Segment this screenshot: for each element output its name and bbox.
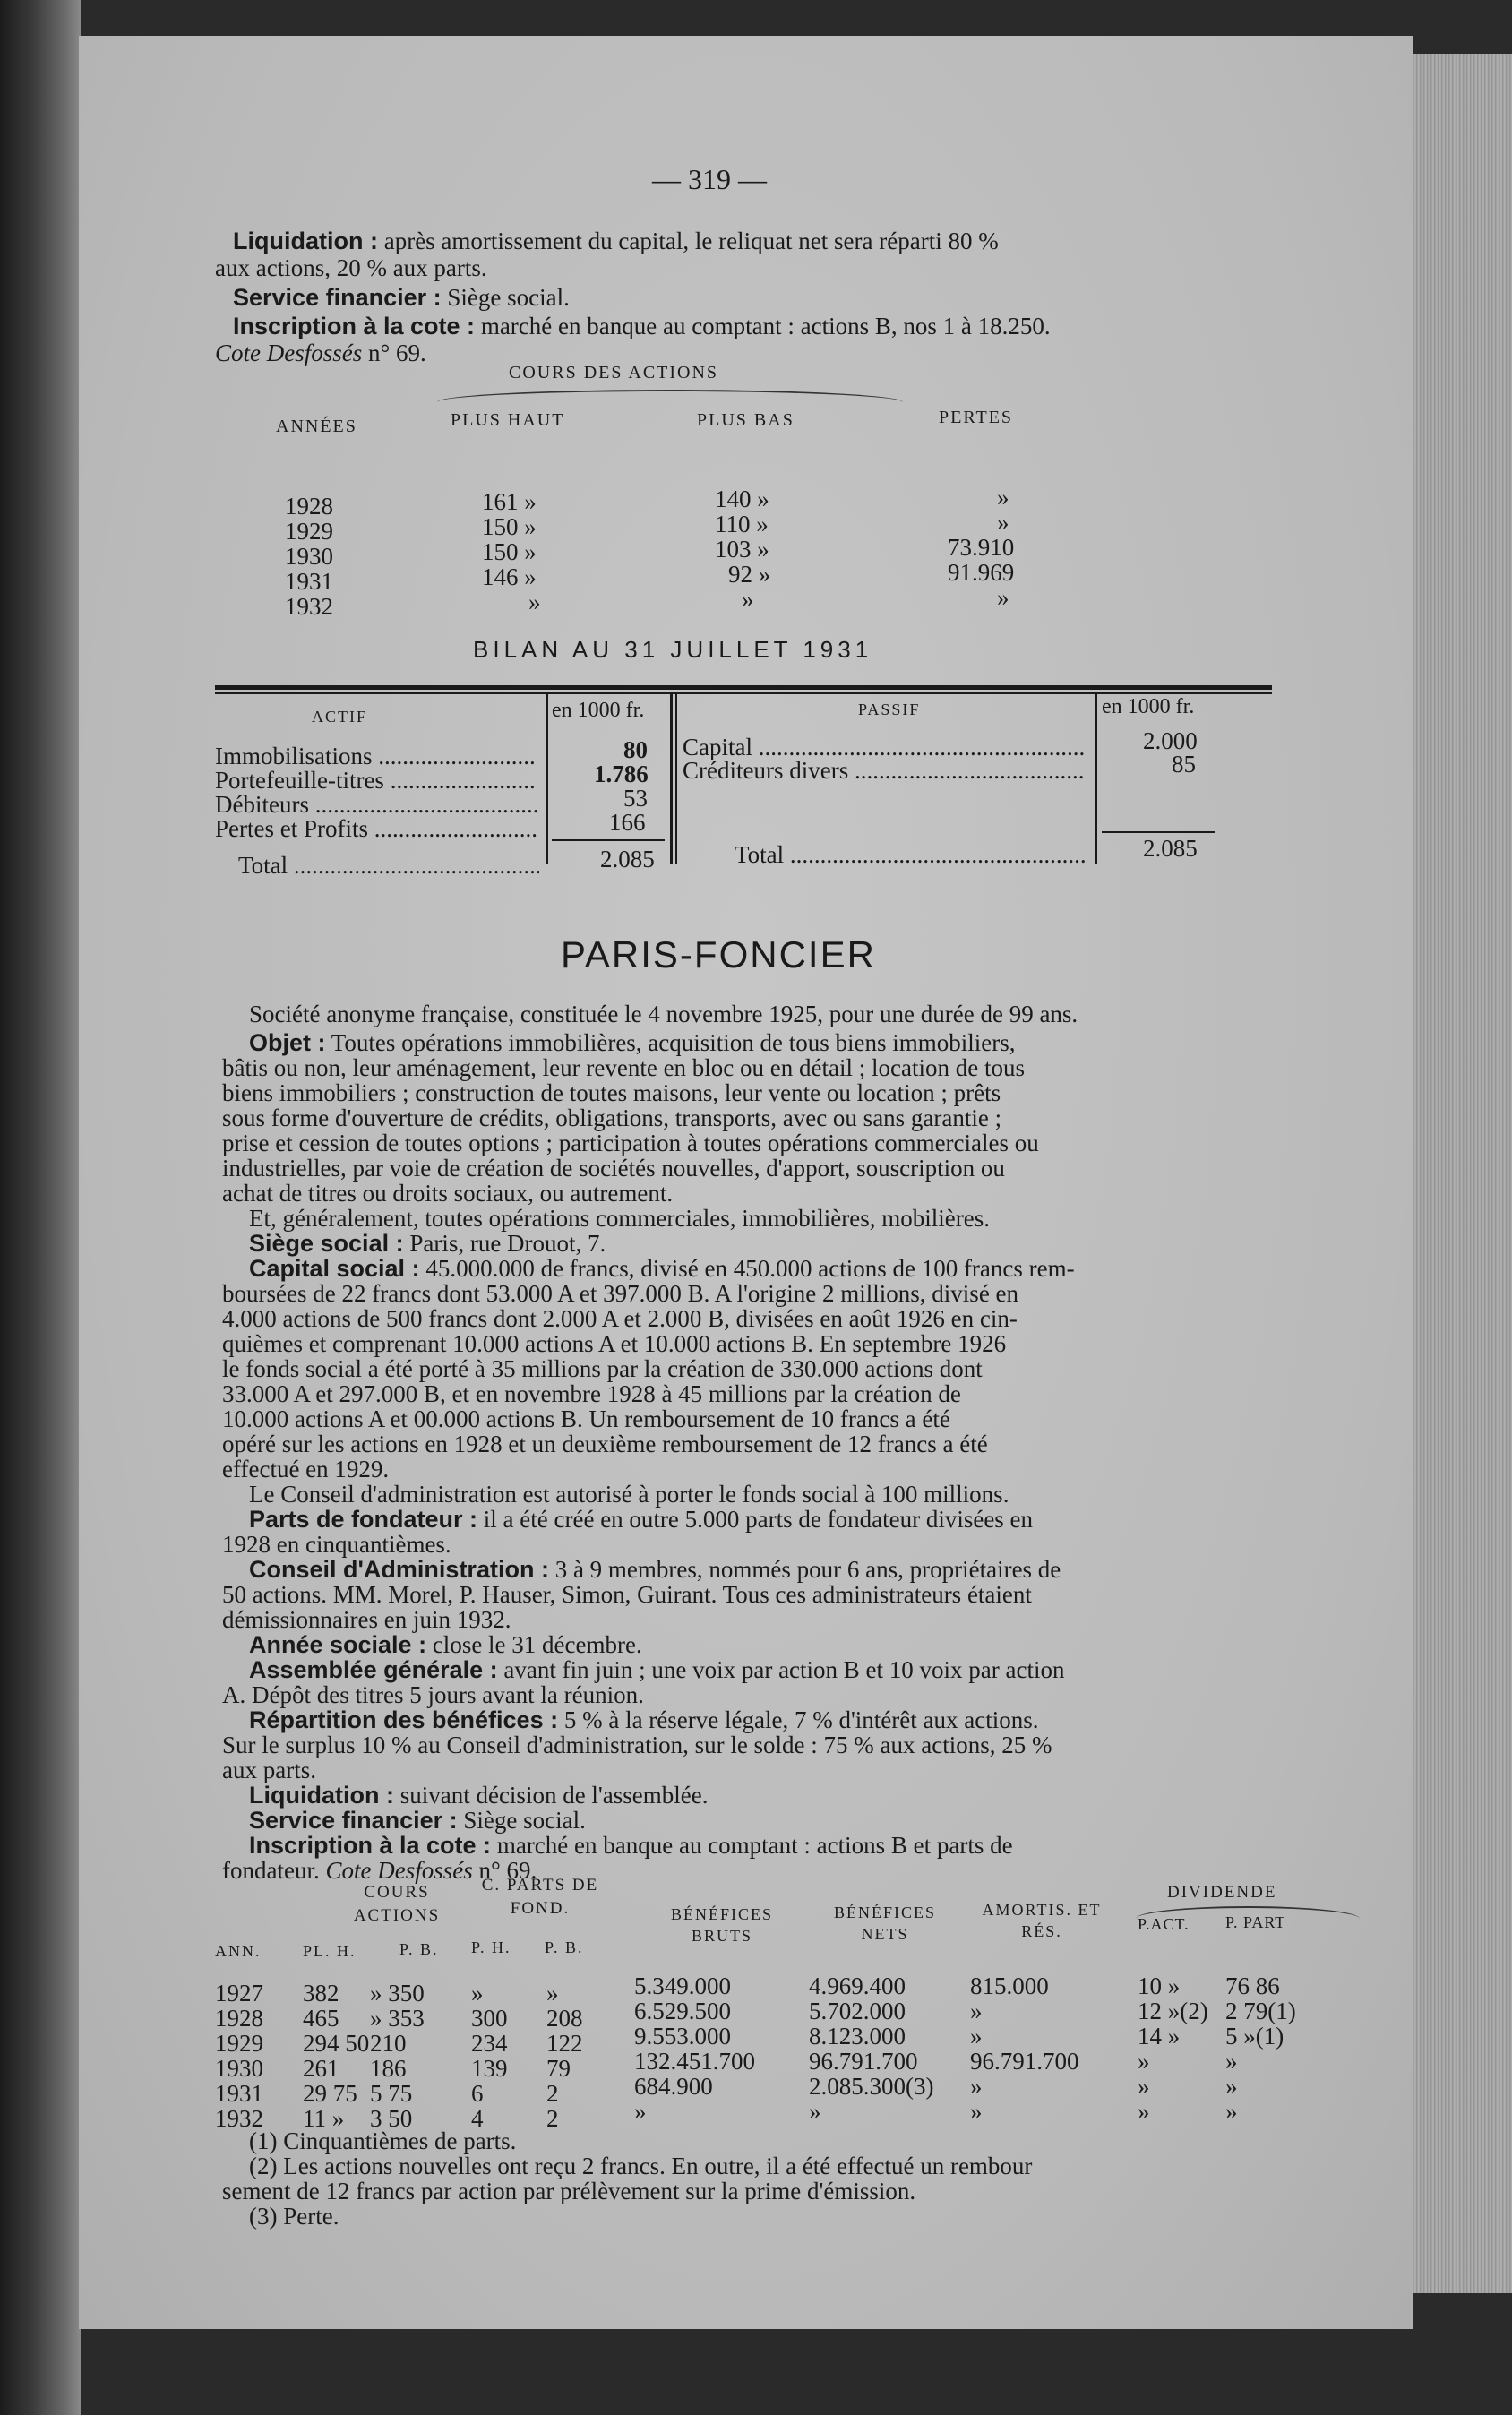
col-plus-haut: PLUS HAUT — [451, 410, 565, 430]
note-3: (3) Perte. — [249, 2203, 339, 2230]
inscription2-text: fondateur. — [222, 1857, 320, 1884]
service2-text: Siège social. — [463, 1807, 586, 1834]
inscription-text: marché en banque au comptant : actions B, nos 1 à 18.250. — [480, 313, 1051, 339]
cours-pertes: 91.969 — [948, 559, 1015, 586]
res-amortis: » — [970, 2073, 983, 2100]
capital-text: 10.000 actions A et 00.000 actions B. Un remboursement de 10 francs a été — [222, 1405, 950, 1432]
inscription2-label: Inscription à la cote : — [249, 1832, 492, 1859]
res-ph2: 300 — [471, 2005, 508, 2032]
objet-text: industrielles, par voie de création de sociétés nouvelles, d'apport, souscription ou — [222, 1155, 1005, 1182]
company-title: PARIS-FONCIER — [561, 933, 876, 975]
capital-label: Capital social : — [249, 1255, 420, 1282]
annee-label: Année sociale : — [249, 1631, 427, 1658]
page-number: — 319 — — [652, 163, 767, 195]
cours-pertes: » — [997, 484, 1009, 511]
conseil-label: Conseil d'Administration : — [249, 1556, 549, 1583]
res-ph2: 139 — [471, 2055, 508, 2082]
inscription-line — [233, 314, 1051, 339]
liquidation-line-2: aux actions, 20 % aux parts. — [215, 254, 487, 281]
cours-haut: 161 » — [482, 488, 537, 515]
assemblee-text: avant fin juin ; une voix par action B et 10 voix par action — [503, 1656, 1065, 1683]
bilan-divider — [1095, 694, 1097, 864]
res-pb: 5 75 — [370, 2080, 413, 2107]
res-pact: » — [1138, 2048, 1150, 2075]
res-bruts: 5.349.000 — [634, 1972, 731, 1999]
cours-brace — [437, 390, 903, 402]
res-amortis: 96.791.700 — [970, 2048, 1079, 2075]
res-pb: 186 — [370, 2055, 407, 2082]
cours-year: 1931 — [285, 568, 333, 595]
cours-bas: 103 » — [715, 536, 769, 563]
capital-text: boursées de 22 francs dont 53.000 A et 397.000 B. A l'origine 2 millions, divisé en — [222, 1280, 1019, 1307]
service-label: Service financier : — [233, 284, 442, 311]
cours-bas: 110 » — [715, 511, 769, 537]
service2-line — [249, 1808, 586, 1833]
res-bruts: » — [634, 2098, 647, 2125]
passif-label: Créditeurs divers ..... — [683, 758, 1086, 783]
res-pb2: 208 — [546, 2005, 583, 2032]
liquidation-label: Liquidation : — [233, 228, 378, 254]
res-col-ph: PL. H. — [303, 1942, 357, 1960]
objet-text: bâtis ou non, leur aménagement, leur revente en bloc ou en détail ; location de tous — [222, 1054, 1025, 1081]
res-pb2: 2 — [546, 2105, 559, 2132]
conseil-text: démissionnaires en juin 1932. — [222, 1606, 511, 1633]
siege-line — [249, 1231, 606, 1256]
passif-total-value: 2.085 — [1143, 835, 1198, 862]
cours-haut: 150 » — [482, 513, 537, 540]
actif-label: Débiteurs ..... — [215, 792, 537, 817]
res-col-pact: P.ACT. — [1138, 1915, 1190, 1933]
res-ann: 1930 — [215, 2055, 263, 2082]
res-nets: 96.791.700 — [809, 2048, 918, 2075]
conseil-text: 50 actions. MM. Morel, P. Hauser, Simon, Guirant. Tous ces administrateurs étaient — [222, 1581, 1032, 1608]
bilan-top-rule-2 — [215, 692, 1272, 694]
note-2: (2) Les actions nouvelles ont reçu 2 francs. En outre, il a été effectué un rembour — [249, 2153, 1033, 2179]
objet-text: sous forme d'ouverture de crédits, obligations, transports, avec ou sans garantie ; — [222, 1104, 1002, 1131]
res-bruts: 132.451.700 — [634, 2048, 755, 2075]
liquidation2-line — [249, 1783, 709, 1808]
bilan-title: BILAN AU 31 JUILLET 1931 — [473, 636, 873, 663]
passif-value: 85 — [1172, 751, 1196, 778]
res-ph: 294 50 — [303, 2030, 370, 2057]
res-col-pb: P. B. — [399, 1940, 439, 1958]
bilan-top-rule — [215, 685, 1272, 690]
res-pb2: 2 — [546, 2080, 559, 2107]
service-text: Siège social. — [447, 284, 570, 311]
res-ph: 382 — [303, 1980, 339, 2007]
res-amortis: » — [970, 2023, 983, 2050]
passif-value: 2.000 — [1143, 727, 1198, 754]
capital-text: opéré sur les actions en 1928 et un deuxième remboursement de 12 francs a été — [222, 1431, 988, 1457]
actif-total-value: 2.085 — [600, 846, 655, 872]
book-binding-left — [0, 0, 81, 2415]
res-col-ph2: P. H. — [471, 1938, 511, 1956]
inscription-label: Inscription à la cote : — [233, 313, 476, 339]
capital-text: Le Conseil d'administration est autorisé à porter le fonds social à 100 millions. — [249, 1481, 1009, 1508]
repartition-text: Sur le surplus 10 % au Conseil d'administration, sur le solde : 75 % aux actions, 25 % — [222, 1732, 1052, 1758]
cours-pertes: » — [997, 509, 1009, 536]
passif-total-label: Total ..... — [735, 842, 1086, 867]
bilan-divider — [675, 694, 677, 864]
actif-label: Immobilisations ..... — [215, 743, 537, 769]
liquidation-text: après amortissement du capital, le reliquat net sera réparti 80 % — [383, 228, 999, 254]
page-edges — [1413, 54, 1512, 2293]
cours-year: 1932 — [285, 593, 333, 620]
cours-haut: 146 » — [482, 563, 537, 590]
actif-sum-rule — [552, 839, 665, 841]
res-ppart: 5 »(1) — [1225, 2023, 1284, 2050]
repartition-label: Répartition des bénéfices : — [249, 1706, 559, 1733]
passif-label: Capital ..... — [683, 735, 1086, 760]
res-pb: » 350 — [370, 1980, 425, 2007]
objet-text: biens immobiliers ; construction de toutes maisons, leur vente ou location ; prêts — [222, 1079, 1001, 1106]
cours-bas: » — [742, 586, 754, 613]
res-group-cours: COURS ACTIONS — [353, 1883, 441, 1925]
cours-group-header: COURS DES ACTIONS — [509, 363, 719, 382]
objet-text: prise et cession de toutes options ; participation à toutes opérations commerciales ou — [222, 1130, 1039, 1156]
conseil-line — [249, 1557, 1061, 1582]
service-line — [233, 285, 570, 310]
siege-text: Paris, rue Drouot, 7. — [409, 1230, 606, 1257]
res-ph2: 234 — [471, 2030, 508, 2057]
res-nets: 4.969.400 — [809, 1972, 906, 1999]
actif-label: Pertes et Profits ..... — [215, 816, 537, 841]
res-col-pb2: P. B. — [545, 1938, 584, 1956]
assemblee-text: A. Dépôt des titres 5 jours avant la réunion. — [222, 1681, 644, 1708]
actif-total-label: Total ..... — [238, 853, 539, 878]
res-pact: » — [1138, 2073, 1150, 2100]
res-nets: 2.085.300(3) — [809, 2073, 934, 2100]
siege-label: Siège social : — [249, 1230, 404, 1257]
cours-bas: 140 » — [715, 486, 769, 512]
note-1: (1) Cinquantièmes de parts. — [249, 2127, 517, 2154]
objet-text: Toutes opérations immobilières, acquisition de tous biens immobiliers, — [331, 1029, 1016, 1056]
bilan-divider — [546, 694, 548, 864]
parts-text: il a été créé en outre 5.000 parts de fondateur divisées en — [483, 1506, 1034, 1533]
actif-value: 166 — [609, 809, 646, 836]
repartition-text: aux parts. — [222, 1757, 316, 1783]
res-pb: 3 50 — [370, 2105, 413, 2132]
annee-line — [249, 1632, 642, 1657]
res-col-nets: BÉNÉFICES NETS — [833, 1904, 936, 1943]
annee-text: close le 31 décembre. — [432, 1631, 642, 1658]
res-ann: 1931 — [215, 2080, 263, 2107]
actif-label: Portefeuille-titres ..... — [215, 768, 537, 793]
actif-header: ACTIF — [312, 708, 368, 726]
res-nets: 5.702.000 — [809, 1998, 906, 2024]
res-ppart: » — [1225, 2098, 1238, 2125]
actif-value: 1.786 — [594, 761, 649, 787]
res-amortis: 815.000 — [970, 1972, 1049, 1999]
capital-text: 33.000 A et 297.000 B, et en novembre 1928 à 45 millions par la création de — [222, 1380, 961, 1407]
res-pb: 210 — [370, 2030, 407, 2057]
cours-year: 1928 — [285, 493, 333, 520]
passif-sum-rule — [1102, 831, 1215, 833]
capital-text: effectué en 1929. — [222, 1456, 390, 1483]
cours-haut: » — [528, 589, 541, 615]
capital-text: quièmes et comprenant 10.000 actions A et 10.000 actions B. En septembre 1926 — [222, 1330, 1007, 1357]
assemblee-line — [249, 1657, 1064, 1682]
col-annees: ANNÉES — [276, 417, 357, 436]
passif-unit: en 1000 fr. — [1102, 695, 1195, 718]
conseil-text: 3 à 9 membres, nommés pour 6 ans, propriétaires de — [554, 1556, 1061, 1583]
inscription2-line — [249, 1833, 1013, 1858]
res-ann: 1927 — [215, 1980, 263, 2007]
cours-pertes: 73.910 — [948, 534, 1015, 561]
res-nets: 8.123.000 — [809, 2023, 906, 2050]
res-pact: 12 »(2) — [1138, 1998, 1208, 2024]
liquidation2-text: suivant décision de l'assemblée. — [399, 1782, 709, 1809]
service2-label: Service financier : — [249, 1807, 458, 1834]
assemblee-label: Assemblée générale : — [249, 1656, 498, 1683]
res-pb2: 122 — [546, 2030, 583, 2057]
capital-text: le fonds social a été porté à 35 millions par la création de 330.000 actions dont — [222, 1355, 983, 1382]
repartition-line — [249, 1707, 1038, 1732]
capital-text: 4.000 actions de 500 francs dont 2.000 A et 2.000 B, divisées en août 1926 en cin- — [222, 1305, 1018, 1332]
cours-pertes: » — [997, 584, 1009, 611]
parts-text: 1928 en cinquantièmes. — [222, 1531, 451, 1558]
res-bruts: 6.529.500 — [634, 1998, 731, 2024]
res-ph2: » — [471, 1980, 484, 2007]
actif-unit: en 1000 fr. — [552, 699, 645, 722]
cote-text: n° 69. — [368, 339, 426, 366]
res-ppart: 2 79(1) — [1225, 1998, 1296, 2024]
res-amortis: » — [970, 1998, 983, 2024]
res-group-parts: C. PARTS DE FOND. — [481, 1876, 599, 1918]
res-col-ppart: P. PART — [1225, 1913, 1286, 1931]
capital-text: 45.000.000 de francs, divisé en 450.000 actions de 100 francs rem- — [425, 1255, 1075, 1282]
res-pact: 10 » — [1138, 1972, 1181, 1999]
res-ann: 1928 — [215, 2005, 263, 2032]
res-ann: 1929 — [215, 2030, 263, 2057]
liquidation-line — [233, 228, 999, 254]
company-intro: Société anonyme française, constituée le 4 novembre 1925, pour une durée de 99 ans. — [249, 1001, 1078, 1027]
res-pb2: 79 — [546, 2055, 571, 2082]
cote-line — [215, 340, 426, 365]
col-plus-bas: PLUS BAS — [697, 410, 795, 430]
res-pact: 14 » — [1138, 2023, 1181, 2050]
res-amortis: » — [970, 2098, 983, 2125]
res-group-dividende: DIVIDENDE — [1167, 1883, 1277, 1902]
res-pact: » — [1138, 2098, 1150, 2125]
res-bruts: 684.900 — [634, 2073, 713, 2100]
cote2-text: n° 69. — [478, 1857, 537, 1884]
book-page — [79, 36, 1413, 2329]
res-ph: 465 — [303, 2005, 339, 2032]
res-col-ann: ANN. — [215, 1942, 262, 1960]
objet-line — [249, 1030, 1016, 1055]
objet-label: Objet : — [249, 1029, 326, 1056]
cote2-italic: Cote Desfossés — [325, 1857, 473, 1884]
liquidation2-label: Liquidation : — [249, 1782, 394, 1809]
res-col-amortis: AMORTIS. ET RÉS. — [982, 1901, 1102, 1940]
note-2-cont: sement de 12 francs par action par prélèvement sur la prime d'émission. — [222, 2178, 916, 2204]
res-ph: 11 » — [303, 2105, 345, 2132]
res-pb: » 353 — [370, 2005, 425, 2032]
bilan-divider — [670, 694, 673, 864]
inscription2-text: marché en banque au comptant : actions B et parts de — [496, 1832, 1013, 1859]
res-ann: 1932 — [215, 2105, 263, 2132]
parts-line — [249, 1507, 1033, 1532]
objet-text: achat de titres ou droits sociaux, ou autrement. — [222, 1180, 674, 1207]
passif-header: PASSIF — [858, 700, 921, 718]
res-col-bruts: BÉNÉFICES BRUTS — [670, 1905, 773, 1945]
repartition-text: 5 % à la réserve légale, 7 % d'intérêt aux actions. — [563, 1706, 1039, 1733]
actif-value: 80 — [623, 736, 648, 763]
cours-year: 1929 — [285, 518, 333, 545]
col-pertes: PERTES — [939, 408, 1014, 427]
parts-label: Parts de fondateur : — [249, 1506, 478, 1533]
res-ppart: » — [1225, 2048, 1238, 2075]
res-pb2: » — [546, 1980, 559, 2007]
res-ph2: 4 — [471, 2105, 484, 2132]
cours-year: 1930 — [285, 543, 333, 570]
res-bruts: 9.553.000 — [634, 2023, 731, 2050]
cours-haut: 150 » — [482, 538, 537, 565]
capital-line — [249, 1256, 1075, 1281]
cote-italic: Cote Desfossés — [215, 339, 363, 366]
res-ppart: 76 86 — [1225, 1972, 1280, 1999]
cours-bas: 92 » — [728, 561, 771, 588]
res-ph2: 6 — [471, 2080, 484, 2107]
res-ppart: » — [1225, 2073, 1238, 2100]
actif-value: 53 — [623, 785, 648, 812]
res-nets: » — [809, 2098, 821, 2125]
res-ph: 261 — [303, 2055, 339, 2082]
objet-text: Et, généralement, toutes opérations commerciales, immobilières, mobilières. — [249, 1205, 990, 1232]
res-ph: 29 75 — [303, 2080, 357, 2107]
